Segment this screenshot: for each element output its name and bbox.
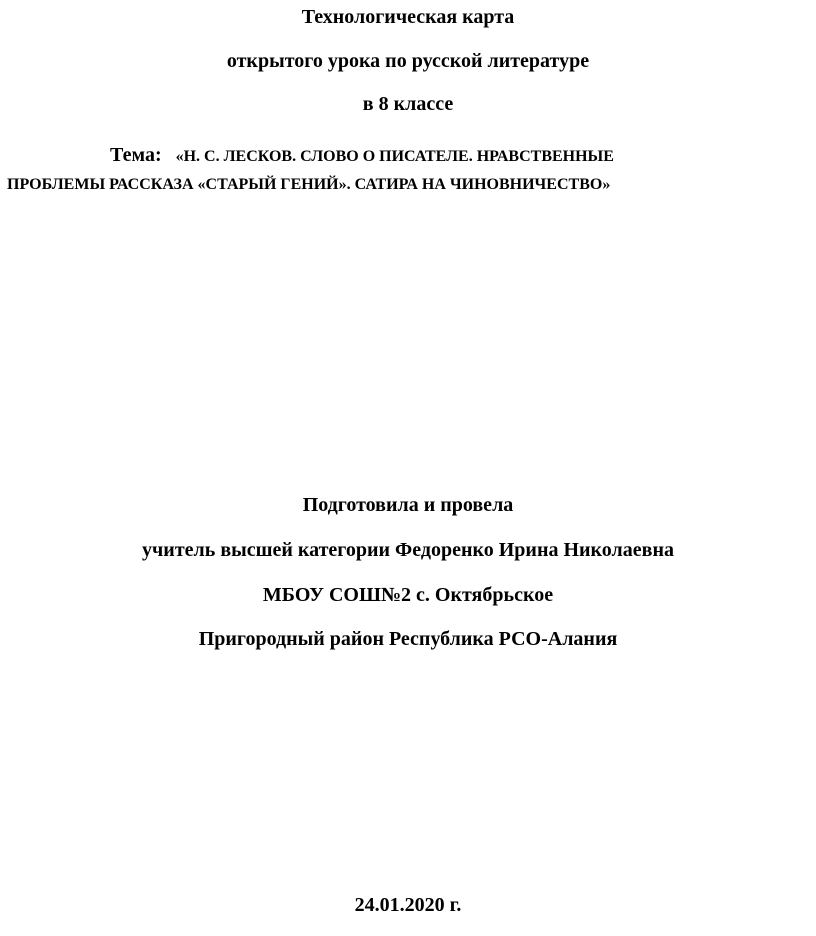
- school-name: МБОУ СОШ№2 с. Октябрьское: [262, 584, 554, 606]
- region-name: Пригородный район Республика РСО-Алания: [198, 628, 618, 650]
- prepared-by-label: Подготовила и провела: [302, 494, 514, 516]
- document-date: 24.01.2020 г.: [354, 894, 462, 916]
- document-title: Технологическая карта: [301, 6, 515, 28]
- lesson-subtitle: открытого урока по русской литературе: [226, 50, 590, 72]
- topic-text-line2: ПРОБЛЕМЫ РАССКАЗА «СТАРЫЙ ГЕНИЙ». САТИРА НА ЧИНОВНИЧЕСТВО»: [7, 176, 611, 193]
- topic-label: Тема:: [110, 144, 162, 166]
- teacher-name: учитель высшей категории Федоренко Ирина Николаевна: [142, 539, 674, 561]
- topic-first-line: [110, 145, 614, 165]
- topic-text-line1: «Н. С. ЛЕСКОВ. СЛОВО О ПИСАТЕЛЕ. НРАВСТВЕННЫЕ: [175, 148, 614, 165]
- grade-label: в 8 классе: [362, 93, 454, 115]
